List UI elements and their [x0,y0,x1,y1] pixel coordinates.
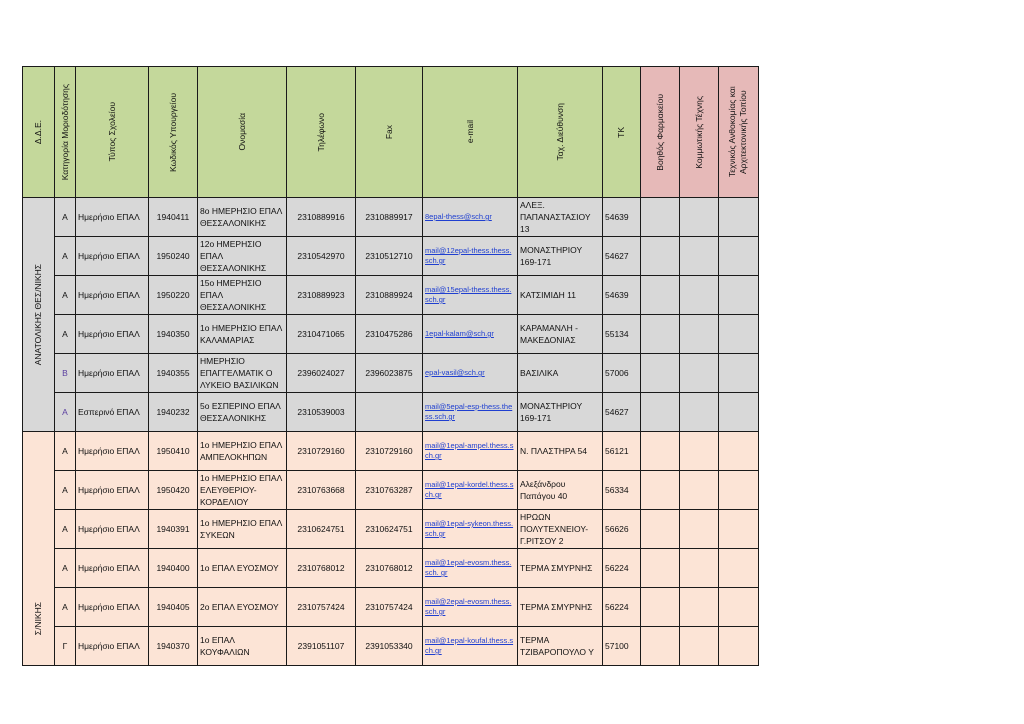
header-pharmacy-assistant: Βοηθός Φαρμακείου [641,67,680,198]
school-type-cell: Ημερήσιο ΕΠΑΛ [76,198,149,237]
table-row [23,354,759,393]
header-category: Κατηγορία Μοριοδότησης [55,67,76,198]
email-link[interactable]: mail@2epal-evosm.thess.sch.gr [425,597,512,616]
phone-cell: 2310763668 [287,471,356,510]
table-row [23,588,759,627]
school-type-cell: Ημερήσιο ΕΠΑΛ [76,510,149,549]
school-name-cell: 12ο ΗΜΕΡΗΣΙΟ ΕΠΑΛ ΘΕΣΣΑΛΟΝΙΚΗΣ [198,237,287,276]
phone-cell: 2310624751 [287,510,356,549]
school-name-cell: 1ο ΗΜΕΡΗΣΙΟ ΕΠΑΛ ΑΜΠΕΛΟΚΗΠΩΝ [198,432,287,471]
specialty-cell[interactable] [719,315,759,354]
specialty-cell[interactable] [719,588,759,627]
table-row [23,432,759,471]
ministry-code-cell: 1940370 [149,627,198,666]
category-cell: Α [55,471,76,510]
schools-table [22,66,759,666]
specialty-cell[interactable] [719,549,759,588]
specialty-cell[interactable] [680,627,719,666]
table-row [23,276,759,315]
header-name: Ονομασία [198,67,287,198]
specialty-cell[interactable] [719,276,759,315]
header-school-type: Τύπος Σχολείου [76,67,149,198]
fax-cell: 2310889917 [356,198,423,237]
table-row [23,315,759,354]
address-cell: Ν. ΠΛΑΣΤΗΡΑ 54 [518,432,603,471]
category-cell: Α [55,588,76,627]
category-cell: Α [55,237,76,276]
address-cell: ΚΑΤΣΙΜΙΔΗ 11 [518,276,603,315]
specialty-cell[interactable] [719,393,759,432]
school-type-cell: Ημερήσιο ΕΠΑΛ [76,627,149,666]
specialty-cell[interactable] [680,588,719,627]
school-name-cell: 5ο ΕΣΠΕΡΙΝΟ ΕΠΑΛ ΘΕΣΣΑΛΟΝΙΚΗΣ [198,393,287,432]
specialty-cell[interactable] [719,627,759,666]
fax-cell: 2310729160 [356,432,423,471]
specialty-cell[interactable] [680,198,719,237]
fax-cell: 2310889924 [356,276,423,315]
category-cell: Α [55,315,76,354]
region-label: ΑΝΑΤΟΛΙΚΗΣ ΘΕΣ/ΝΙΚΗΣ [33,263,43,366]
phone-cell: 2310889923 [287,276,356,315]
email-cell[interactable] [423,198,518,237]
postal-code-cell: 54627 [603,237,641,276]
address-cell: ΚΑΡΑΜΑΝΛΗ - ΜΑΚΕΔΟΝΙΑΣ [518,315,603,354]
school-name-cell: 1ο ΗΜΕΡΗΣΙΟ ΕΠΑΛ ΣΥΚΕΩΝ [198,510,287,549]
email-cell[interactable] [423,432,518,471]
email-cell[interactable] [423,237,518,276]
phone-cell: 2310539003 [287,393,356,432]
postal-code-cell: 54627 [603,393,641,432]
fax-cell: 2396023875 [356,354,423,393]
specialty-cell[interactable] [680,549,719,588]
specialty-cell[interactable] [680,237,719,276]
fax-cell: 2310768012 [356,549,423,588]
header-email: e-mail [423,67,518,198]
postal-code-cell: 57006 [603,354,641,393]
header-address: Ταχ. Διεύθυνση [518,67,603,198]
email-cell[interactable] [423,627,518,666]
header-postal-code: ΤΚ [603,67,641,198]
specialty-cell[interactable] [680,432,719,471]
email-cell[interactable] [423,471,518,510]
table-row [23,627,759,666]
email-link[interactable]: mail@1epal-sykeon.thess.sch.gr [425,519,514,538]
phone-cell: 2310729160 [287,432,356,471]
ministry-code-cell: 1940350 [149,315,198,354]
ministry-code-cell: 1940400 [149,549,198,588]
category-cell: Α [55,510,76,549]
email-link[interactable]: epal-vasil@sch.gr [425,368,485,377]
specialty-cell[interactable] [719,237,759,276]
address-cell: ΑΛΕΞ. ΠΑΠΑΝΑΣΤΑΣΙΟΥ 13 [518,198,603,237]
email-link[interactable]: 8epal-thess@sch.gr [425,212,492,221]
specialty-cell[interactable] [641,588,680,627]
fax-cell: 2310512710 [356,237,423,276]
specialty-cell[interactable] [641,198,680,237]
header-dde: Δ.Δ.Ε. [23,67,55,198]
postal-code-cell: 56121 [603,432,641,471]
school-type-cell: Ημερήσιο ΕΠΑΛ [76,471,149,510]
specialty-cell[interactable] [641,276,680,315]
spreadsheet-page [22,66,759,666]
header-hairdressing: Κομμωτικής Τέχνης [680,67,719,198]
specialty-cell[interactable] [680,276,719,315]
postal-code-cell: 56626 [603,510,641,549]
table-row [23,237,759,276]
specialty-cell[interactable] [719,354,759,393]
specialty-cell[interactable] [641,627,680,666]
specialty-cell[interactable] [641,510,680,549]
school-type-cell: Ημερήσιο ΕΠΑΛ [76,276,149,315]
ministry-code-cell: 1940355 [149,354,198,393]
postal-code-cell: 56224 [603,588,641,627]
specialty-cell[interactable] [641,237,680,276]
specialty-cell[interactable] [641,549,680,588]
email-link[interactable]: mail@1epal-koufal.thess.sch.gr [425,636,514,655]
school-type-cell: Ημερήσιο ΕΠΑΛ [76,549,149,588]
email-link[interactable]: 1epal-kalam@sch.gr [425,329,494,338]
phone-cell: 2310542970 [287,237,356,276]
postal-code-cell: 54639 [603,276,641,315]
phone-cell: 2391051107 [287,627,356,666]
postal-code-cell: 56224 [603,549,641,588]
specialty-cell[interactable] [641,432,680,471]
postal-code-cell: 55134 [603,315,641,354]
header-ministry-code: Κωδικός Υπουργείου [149,67,198,198]
school-type-cell: Ημερήσιο ΕΠΑΛ [76,315,149,354]
address-cell: ΤΕΡΜΑ ΤΖΙΒΑΡΟΠΟΥΛΟ Υ [518,627,603,666]
email-link[interactable]: mail@12epal-thess.thess.sch.gr [425,246,512,265]
region-label-cell [23,198,55,432]
school-name-cell: 2ο ΕΠΑΛ ΕΥΟΣΜΟΥ [198,588,287,627]
school-type-cell: Εσπερινό ΕΠΑΛ [76,393,149,432]
category-cell: Α [55,393,76,432]
specialty-cell[interactable] [719,471,759,510]
fax-cell: 2310624751 [356,510,423,549]
fax-cell: 2310763287 [356,471,423,510]
specialty-cell[interactable] [719,432,759,471]
specialty-cell[interactable] [641,354,680,393]
postal-code-cell: 56334 [603,471,641,510]
email-link[interactable]: mail@1epal-evosm.thess.sch. gr [425,558,512,577]
school-type-cell: Ημερήσιο ΕΠΑΛ [76,354,149,393]
table-row [23,393,759,432]
phone-cell: 2310889916 [287,198,356,237]
school-type-cell: Ημερήσιο ΕΠΑΛ [76,237,149,276]
school-name-cell: 15ο ΗΜΕΡΗΣΙΟ ΕΠΑΛ ΘΕΣΣΑΛΟΝΙΚΗΣ [198,276,287,315]
ministry-code-cell: 1940411 [149,198,198,237]
school-type-cell: Ημερήσιο ΕΠΑΛ [76,588,149,627]
region-label: Σ/ΝΙΚΗΣ [33,601,43,636]
address-cell: ΒΑΣΙΛΙΚΑ [518,354,603,393]
phone-cell: 2310471065 [287,315,356,354]
table-row [23,471,759,510]
school-name-cell: 1ο ΕΠΑΛ ΚΟΥΦΑΛΙΩΝ [198,627,287,666]
email-link[interactable]: mail@15epal-thess.thess.sch.gr [425,285,512,304]
school-type-cell: Ημερήσιο ΕΠΑΛ [76,432,149,471]
fax-cell: 2310475286 [356,315,423,354]
specialty-cell[interactable] [641,393,680,432]
address-cell: ΜΟΝΑΣΤΗΡΙΟΥ 169-171 [518,393,603,432]
postal-code-cell: 57100 [603,627,641,666]
email-cell[interactable] [423,276,518,315]
header-row [23,67,759,198]
address-cell: ΤΕΡΜΑ ΣΜΥΡΝΗΣ [518,549,603,588]
school-name-cell: 1ο ΗΜΕΡΗΣΙΟ ΕΠΑΛ ΚΑΛΑΜΑΡΙΑΣ [198,315,287,354]
fax-cell [356,393,423,432]
ministry-code-cell: 1940391 [149,510,198,549]
category-cell: Α [55,198,76,237]
header-fax: Fax [356,67,423,198]
specialty-cell[interactable] [719,198,759,237]
specialty-cell[interactable] [680,393,719,432]
email-cell[interactable] [423,588,518,627]
email-cell[interactable] [423,549,518,588]
header-floriculture: Τεχνικός Ανθοκομίας και Αρχιτεκτονικής Τοπίου [719,67,759,198]
email-link[interactable]: mail@5epal-esp-thess.thess.sch.gr [425,402,513,421]
region-label-cell [23,432,55,666]
category-cell: Α [55,432,76,471]
fax-cell: 2391053340 [356,627,423,666]
email-cell[interactable] [423,393,518,432]
email-cell[interactable] [423,315,518,354]
email-cell[interactable] [423,354,518,393]
specialty-cell[interactable] [680,510,719,549]
ministry-code-cell: 1950240 [149,237,198,276]
specialty-cell[interactable] [680,471,719,510]
category-cell: Γ [55,627,76,666]
address-cell: Αλεξάνδρου Παπάγου 40 [518,471,603,510]
ministry-code-cell: 1940232 [149,393,198,432]
school-name-cell: ΗΜΕΡΗΣΙΟ ΕΠΑΓΓΕΛΜΑΤΙΚ Ο ΛΥΚΕΙΟ ΒΑΣΙΛΙΚΩΝ [198,354,287,393]
ministry-code-cell: 1940405 [149,588,198,627]
table-row [23,510,759,549]
school-name-cell: 1ο ΕΠΑΛ ΕΥΟΣΜΟΥ [198,549,287,588]
ministry-code-cell: 1950420 [149,471,198,510]
specialty-cell[interactable] [680,354,719,393]
phone-cell: 2310757424 [287,588,356,627]
specialty-cell[interactable] [719,510,759,549]
specialty-cell[interactable] [641,315,680,354]
table-row [23,549,759,588]
school-name-cell: 8ο ΗΜΕΡΗΣΙΟ ΕΠΑΛ ΘΕΣΣΑΛΟΝΙΚΗΣ [198,198,287,237]
email-link[interactable]: mail@1epal-kordel.thess.sch.gr [425,480,514,499]
ministry-code-cell: 1950410 [149,432,198,471]
email-cell[interactable] [423,510,518,549]
phone-cell: 2396024027 [287,354,356,393]
address-cell: ΜΟΝΑΣΤΗΡΙΟΥ 169-171 [518,237,603,276]
phone-cell: 2310768012 [287,549,356,588]
category-cell: Α [55,276,76,315]
ministry-code-cell: 1950220 [149,276,198,315]
specialty-cell[interactable] [641,471,680,510]
specialty-cell[interactable] [680,315,719,354]
address-cell: ΗΡΩΩΝ ΠΟΛΥΤΕΧΝΕΙΟΥ-Γ.ΡΙΤΣΟΥ 2 [518,510,603,549]
header-phone: Τηλέφωνο [287,67,356,198]
email-link[interactable]: mail@1epal-ampel.thess.sch.gr [425,441,514,460]
postal-code-cell: 54639 [603,198,641,237]
address-cell: ΤΕΡΜΑ ΣΜΥΡΝΗΣ [518,588,603,627]
school-name-cell: 1ο ΗΜΕΡΗΣΙΟ ΕΠΑΛ ΕΛΕΥΘΕΡΙΟΥ-ΚΟΡΔΕΛΙΟΥ [198,471,287,510]
category-cell: Β [55,354,76,393]
table-row [23,198,759,237]
fax-cell: 2310757424 [356,588,423,627]
category-cell: Α [55,549,76,588]
